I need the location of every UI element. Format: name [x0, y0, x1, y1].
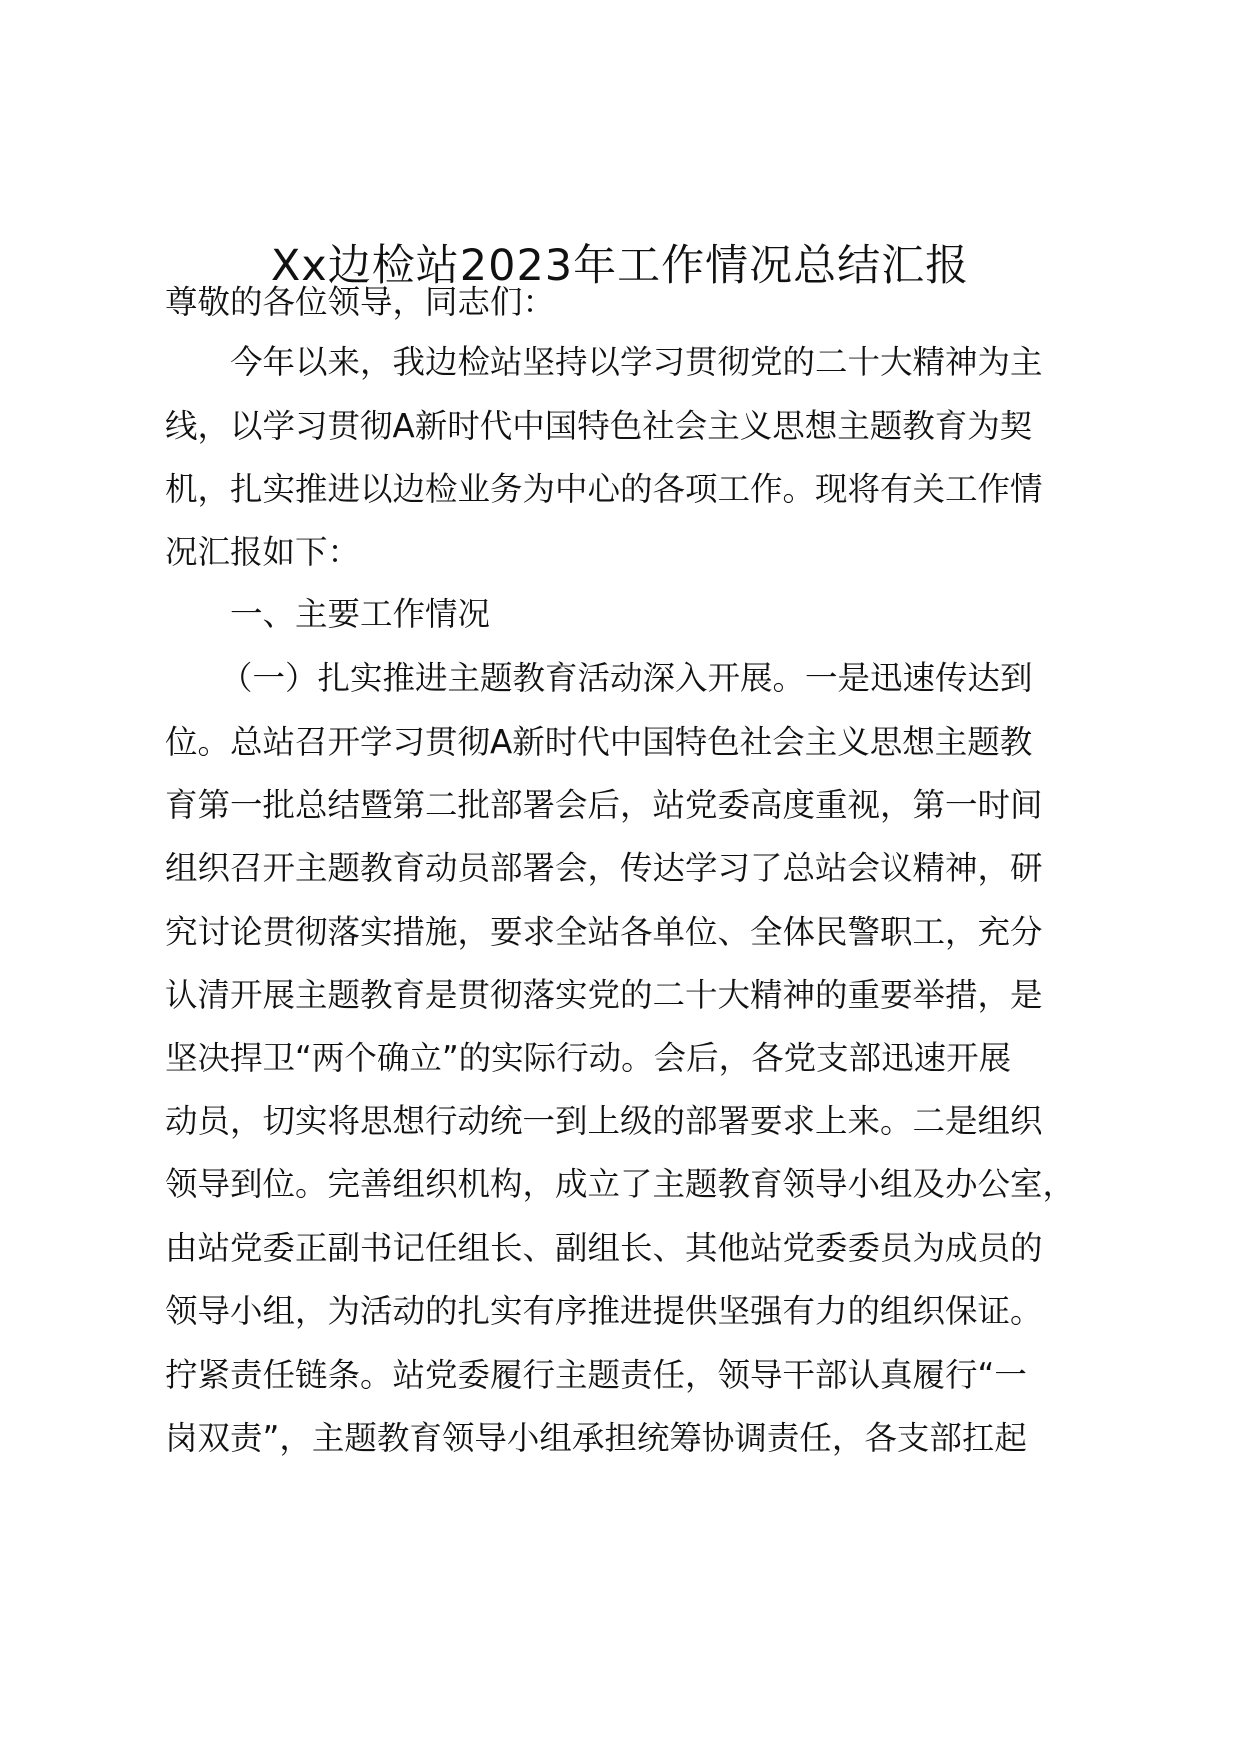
body-line: 位。总站召开学习贯彻A新时代中国特色社会主义思想主题教	[165, 723, 1033, 761]
body-line: 线，以学习贯彻A新时代中国特色社会主义思想主题教育为契	[165, 407, 1033, 445]
salutation: 尊敬的各位领导，同志们：	[165, 283, 556, 321]
body-line: 岗双责”，主题教育领导小组承担统筹协调责任，各支部扛起	[165, 1419, 1027, 1457]
body-line: 今年以来，我边检站坚持以学习贯彻党的二十大精神为主	[230, 343, 1043, 381]
document-title: Xx边检站2023年工作情况总结汇报	[270, 241, 970, 291]
body-line: 由站党委正副书记任组长、副组长、其他站党委委员为成员的	[165, 1229, 1043, 1267]
body-line: 认清开展主题教育是贯彻落实党的二十大精神的重要举措，是	[165, 976, 1043, 1014]
body-line: 况汇报如下：	[165, 533, 361, 571]
body-line: 坚决捍卫“两个确立”的实际行动。会后，各党支部迅速开展	[165, 1039, 1012, 1077]
body-line: 领导小组，为活动的扎实有序推进提供坚强有力的组织保证。	[165, 1292, 1043, 1330]
body-line: 组织召开主题教育动员部署会，传达学习了总站会议精神，研	[165, 849, 1043, 887]
body-line: 机，扎实推进以边检业务为中心的各项工作。现将有关工作情	[165, 470, 1043, 508]
body-line: 拧紧责任链条。站党委履行主题责任，领导干部认真履行“一	[165, 1356, 1027, 1394]
body-line: 领导到位。完善组织机构，成立了主题教育领导小组及办公室，	[165, 1165, 1076, 1203]
body-line: 究讨论贯彻落实措施，要求全站各单位、全体民警职工，充分	[165, 913, 1043, 951]
body-line: 动员，切实将思想行动统一到上级的部署要求上来。二是组织	[165, 1102, 1043, 1140]
body-line: （一）扎实推进主题教育活动深入开展。一是迅速传达到	[220, 659, 1033, 697]
section-heading: 一、主要工作情况	[230, 595, 491, 633]
body-line: 育第一批总结暨第二批部署会后，站党委高度重视，第一时间	[165, 786, 1043, 824]
